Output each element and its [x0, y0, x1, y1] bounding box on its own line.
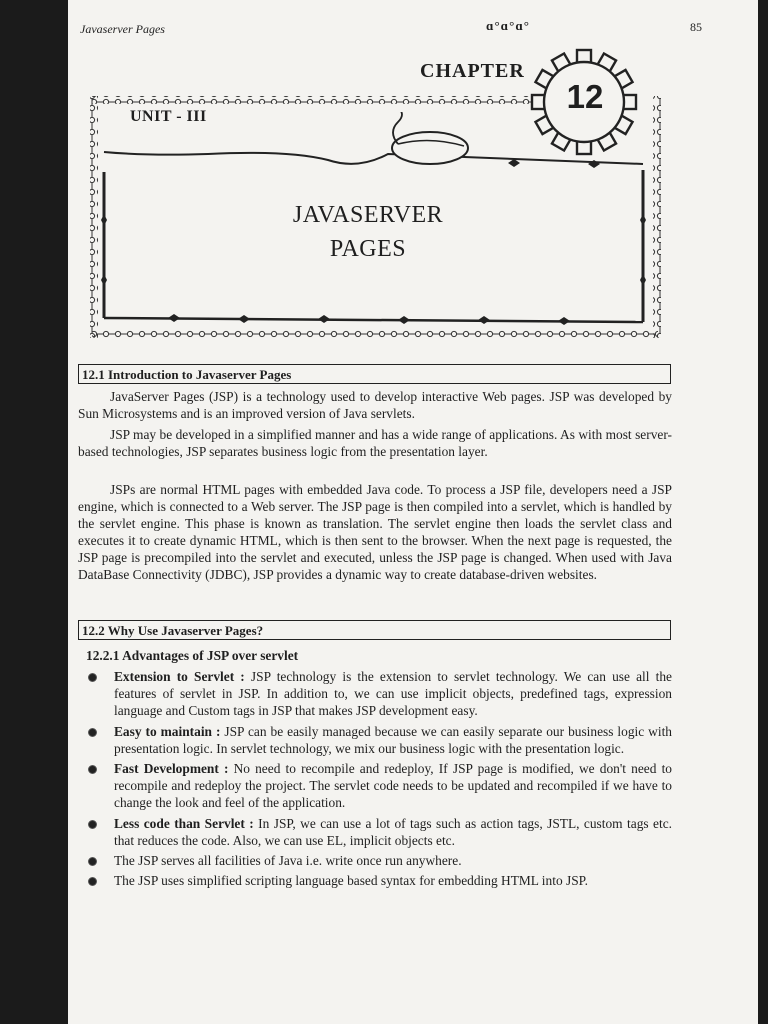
page-number: 85 — [690, 20, 702, 34]
bullet-icon — [88, 673, 97, 682]
unit-label: UNIT - III — [130, 108, 207, 125]
chapter-title-line-2: PAGES — [329, 236, 407, 262]
bullet-icon — [88, 877, 97, 886]
paragraph-intro-3: JSPs are normal HTML pages with embedded Java code. To process a JSP file, developers need a JSP engine, which is connected to a Web server. The JSP page is then compiled into a servlet, which is handled by the servlet engine. This phase is known as translation. The servlet engine then loads the servlet class and executes it to create dynamic HTML, which is then sent to the browser. When the next page is requested, the JSP page is precompiled into the servlet and executed, unless the JSP page is changed. When used with Java DataBase Connectivity (JDBC), JSP provides a dynamic way to create database-driven websites. — [78, 482, 672, 582]
ornament-marks: ɑ°ɑ°ɑ° — [486, 18, 531, 33]
advantages-list — [78, 668, 672, 892]
running-head: Javaserver Pages — [80, 22, 165, 36]
computer-mouse-icon — [358, 112, 498, 172]
list-item: The JSP uses simplified scripting language based syntax for embedding HTML into JSP. — [78, 872, 672, 889]
chapter-title — [208, 198, 528, 266]
list-item: The JSP serves all facilities of Java i.e. write once run anywhere. — [78, 852, 672, 869]
section-heading-12-1: 12.1 Introduction to Javaserver Pages — [78, 364, 671, 384]
chapter-number: 12 — [566, 78, 604, 115]
section-heading-12-2: 12.2 Why Use Javaserver Pages? — [78, 620, 671, 640]
paragraph-intro-1: JavaServer Pages (JSP) is a technology used to develop interactive Web pages. JSP was developed by Sun Microsystems and is an improved version of Java servlets. — [78, 389, 672, 421]
chapter-label: CHAPTER — [420, 60, 525, 82]
book-page — [68, 0, 758, 1024]
bullet-icon — [88, 728, 97, 737]
bullet-icon — [88, 765, 97, 774]
list-item: Fast Development : No need to recompile and redeploy, If JSP page is modified, we don't need to recompile and redeploy the project. The servlet code needs to be updated and recompiled if we have to change the look and feel of the application. — [78, 760, 672, 812]
paragraph-intro-2: JSP may be developed in a simplified manner and has a wide range of applications. As with most server-based technologies, JSP separates business logic from the presentation layer. — [78, 427, 672, 459]
bullet-icon — [88, 820, 97, 829]
list-item: Extension to Servlet : JSP technology is the extension to servlet technology. We can use all the features of servlet in JSP. In addition to, we can use implicit objects, predefined tags, expression language and Custom tags in JSP that makes JSP development easy. — [78, 668, 672, 720]
list-item: Easy to maintain : JSP can be easily managed because we can easily separate our business logic with presentation logic. In servlet technology, we mix our business logic with the presentation logic. — [78, 723, 672, 757]
bullet-icon — [88, 857, 97, 866]
chapter-title-line-1: JAVASERVER — [292, 202, 444, 228]
list-item: Less code than Servlet : In JSP, we can use a lot of tags such as action tags, JSTL, custom tags etc. that reduces the code. Also, we can use EL, implicit objects etc. — [78, 815, 672, 849]
subsection-heading: 12.2.1 Advantages of JSP over servlet — [86, 648, 299, 663]
